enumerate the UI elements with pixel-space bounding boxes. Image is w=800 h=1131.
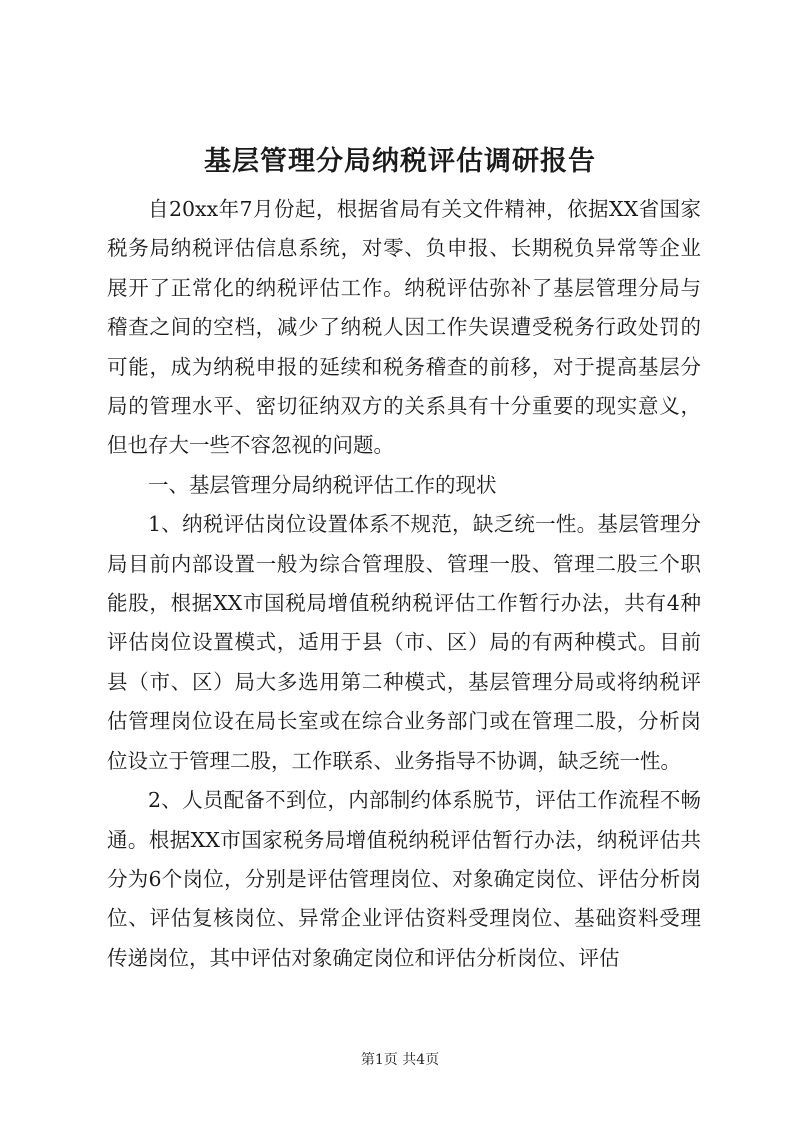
document-body <box>107 190 701 978</box>
section-heading-status: 一、基层管理分局纳税评估工作的现状 <box>148 472 497 497</box>
document-title: 基层管理分局纳税评估调研报告 <box>204 146 596 177</box>
paragraph-point-2: 2、人员配备不到位，内部制约体系脱节，评估工作流程不畅通。根据XX市国家税务局增值税纳税评估暂行办法，纳税评估共分为6个岗位，分别是评估管理岗位、对象确定岗位、评估分析岗位、评估复核岗位、异常企业评估资料受理岗位、基础资料受理传递岗位，其中评估对象确定岗位和评估分析岗位、评估 <box>107 788 701 970</box>
paragraph-point-1: 1、纳税评估岗位设置体系不规范，缺乏统一性。基层管理分局目前内部设置一般为综合管理股、管理一股、管理二股三个职能股，根据XX市国税局增值税纳税评估工作暂行办法，共有4种评估岗位设置模式，适用于县（市、区）局的有两种模式。目前县（市、区）局大多选用第二种模式，基层管理分局或将纳税评估管理岗位设在局长室或在综合业务部门或在管理二股，分析岗位设立于管理二股，工作联系、业务指导不协调，缺乏统一性。 <box>107 512 701 773</box>
paragraph-intro: 自20xx年7月份起，根据省局有关文件精神，依据XX省国家税务局纳税评估信息系统，对零、负申报、长期税负异常等企业展开了正常化的纳税评估工作。纳税评估弥补了基层管理分局与稽查之间的空档，减少了纳税人因工作失误遭受税务行政处罚的可能，成为纳税申报的延续和税务稽查的前移，对于提高基层分局的管理水平、密切征纳双方的关系具有十分重要的现实意义，但也存大一些不容忽视的问题。 <box>107 197 701 458</box>
page-footer: 第1页 共4页 <box>360 1052 440 1068</box>
